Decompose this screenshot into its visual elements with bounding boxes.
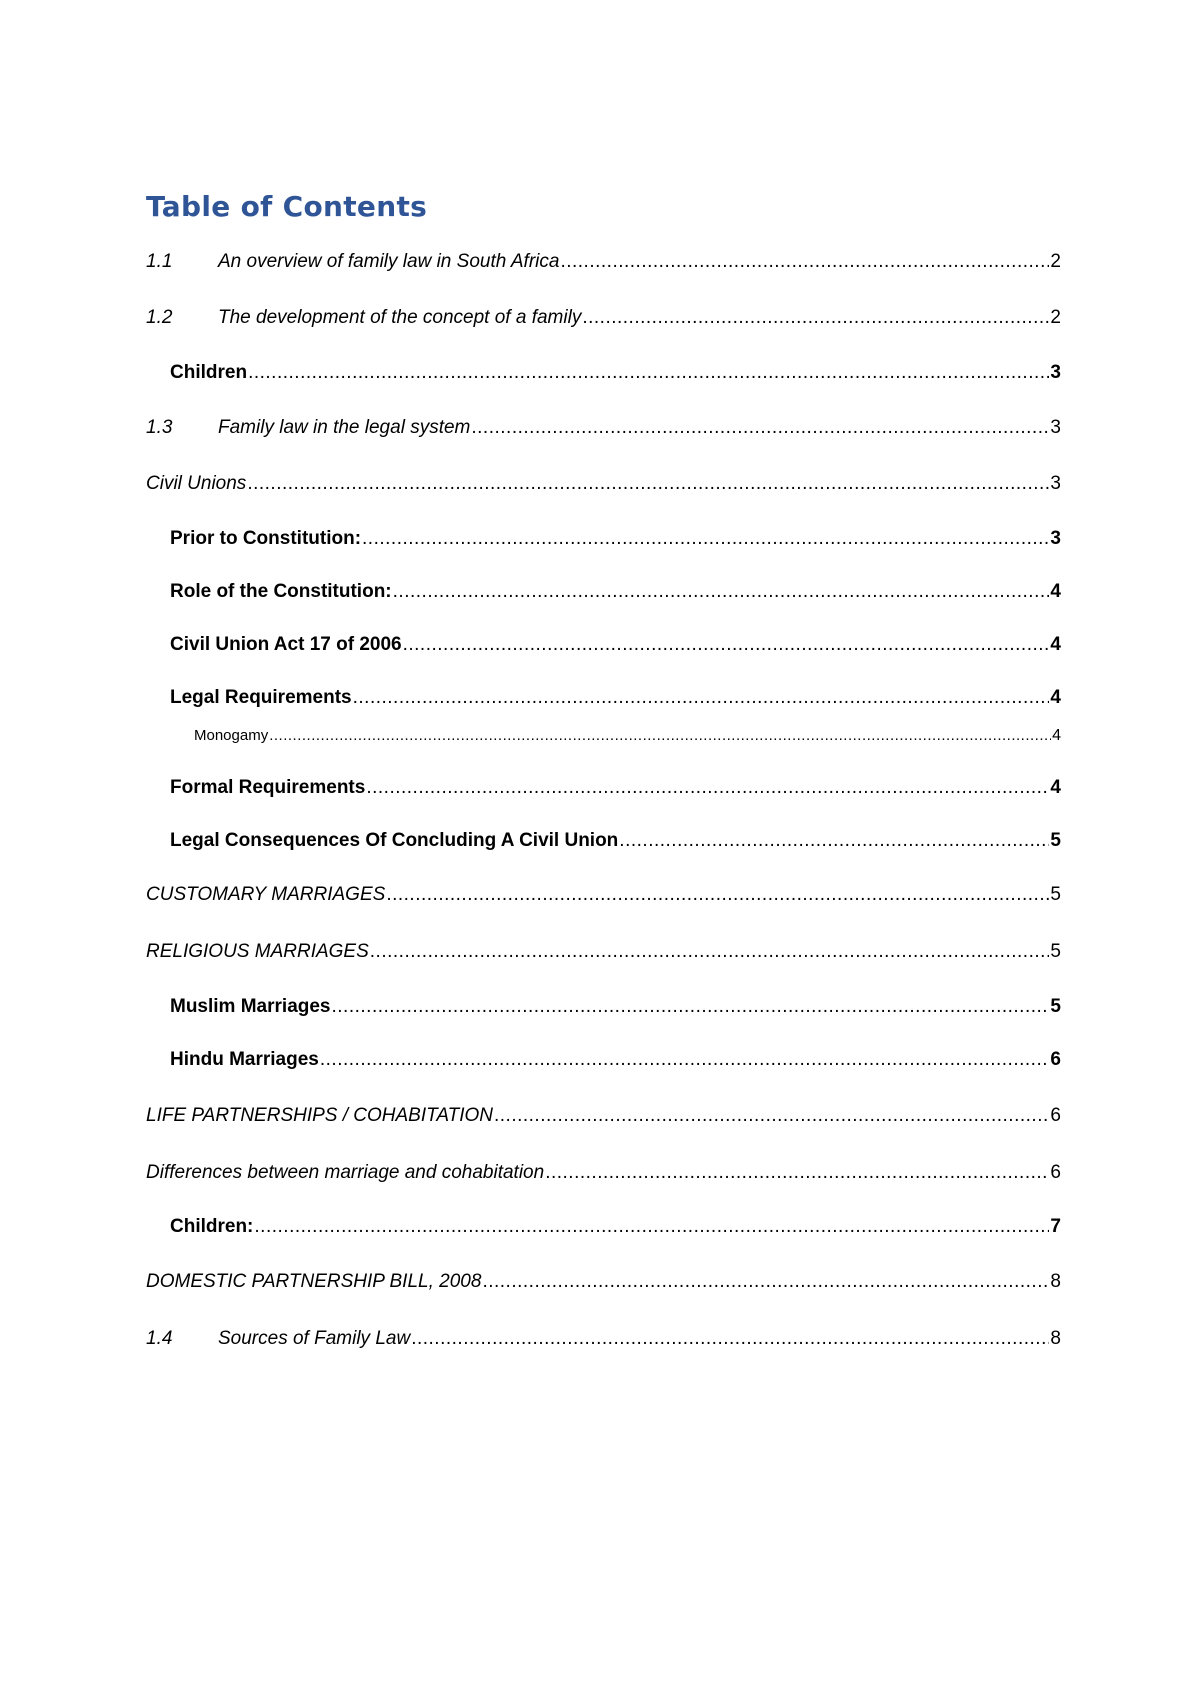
toc-page-number: 4 xyxy=(1050,777,1061,798)
toc-entry-legal-consequences[interactable] xyxy=(170,828,1061,854)
toc-dot-leader xyxy=(269,726,1051,746)
toc-entry-text: Children xyxy=(170,362,248,383)
toc-page-number: 4 xyxy=(1050,687,1061,708)
toc-entry-civil-unions[interactable] xyxy=(146,471,1061,497)
toc-entry-civil-union-act[interactable] xyxy=(170,632,1061,658)
toc-entry-1-3[interactable] xyxy=(146,415,1061,441)
toc-page-number: 4 xyxy=(1050,634,1061,655)
toc-entry-text: Children: xyxy=(170,1216,254,1237)
toc-dot-leader xyxy=(362,526,1049,552)
toc-dot-leader xyxy=(482,1269,1049,1295)
toc-entry-formal-requirements[interactable] xyxy=(170,775,1061,801)
toc-dot-leader xyxy=(386,882,1049,908)
toc-entry-text: Role of the Constitution: xyxy=(170,581,392,602)
toc-entry-text: Differences between marriage and cohabitation xyxy=(146,1162,545,1183)
toc-entry-religious-marriages[interactable] xyxy=(146,939,1061,965)
toc-entry-text: Sources of Family Law xyxy=(218,1328,411,1349)
toc-entry-text: RELIGIOUS MARRIAGES xyxy=(146,941,369,962)
toc-page-number: 5 xyxy=(1050,830,1061,851)
toc-page-number: 3 xyxy=(1050,362,1061,383)
toc-entry-muslim-marriages[interactable] xyxy=(170,994,1061,1020)
toc-page-number: 6 xyxy=(1050,1049,1061,1070)
toc-page-number: 3 xyxy=(1050,417,1061,438)
toc-entry-text: Prior to Constitution: xyxy=(170,528,362,549)
toc-entry-text: Hindu Marriages xyxy=(170,1049,319,1070)
toc-entry-number: 1.3 xyxy=(146,417,173,438)
toc-entry-text: Formal Requirements xyxy=(170,777,366,798)
toc-page-number: 4 xyxy=(1052,727,1061,744)
toc-title: Table of Contents xyxy=(146,190,428,223)
toc-entry-text: The development of the concept of a family xyxy=(218,307,582,328)
toc-entry-text: Civil Union Act 17 of 2006 xyxy=(170,634,402,655)
toc-dot-leader xyxy=(494,1103,1049,1129)
toc-entry-text: CUSTOMARY MARRIAGES xyxy=(146,884,386,905)
toc-entry-differences[interactable] xyxy=(146,1160,1061,1186)
toc-page-number: 7 xyxy=(1050,1216,1061,1237)
toc-entry-1-2[interactable] xyxy=(146,305,1061,331)
toc-entry-1-4[interactable] xyxy=(146,1326,1061,1352)
toc-entry-text: Monogamy xyxy=(194,727,269,744)
toc-dot-leader xyxy=(619,828,1049,854)
toc-dot-leader xyxy=(582,305,1049,331)
toc-entry-text: Legal Requirements xyxy=(170,687,352,708)
toc-entry-prior-to-constitution[interactable] xyxy=(170,526,1061,552)
toc-page-number: 2 xyxy=(1050,307,1061,328)
toc-entry-text: Family law in the legal system xyxy=(218,417,471,438)
toc-page-number: 3 xyxy=(1050,528,1061,549)
toc-page-number: 3 xyxy=(1050,473,1061,494)
toc-entry-text: Muslim Marriages xyxy=(170,996,331,1017)
toc-dot-leader xyxy=(393,579,1050,605)
toc-entry-number: 1.1 xyxy=(146,251,173,272)
toc-dot-leader xyxy=(366,775,1049,801)
toc-page-number: 5 xyxy=(1050,884,1061,905)
toc-entry-legal-requirements[interactable] xyxy=(170,685,1061,711)
toc-entry-children-2[interactable] xyxy=(170,1214,1061,1240)
toc-dot-leader xyxy=(254,1214,1049,1240)
toc-page-number: 5 xyxy=(1050,996,1061,1017)
toc-dot-leader xyxy=(320,1047,1050,1073)
toc-dot-leader xyxy=(248,360,1049,386)
toc-dot-leader xyxy=(560,249,1049,275)
toc-page-number: 8 xyxy=(1050,1271,1061,1292)
toc-entry-life-partnerships[interactable] xyxy=(146,1103,1061,1129)
toc-dot-leader xyxy=(353,685,1050,711)
toc-dot-leader xyxy=(247,471,1049,497)
toc-entry-text: LIFE PARTNERSHIPS / COHABITATION xyxy=(146,1105,493,1126)
toc-entry-number: 1.2 xyxy=(146,307,173,328)
toc-entry-children[interactable] xyxy=(170,360,1061,386)
toc-entry-monogamy[interactable] xyxy=(194,726,1061,746)
toc-page-number: 6 xyxy=(1050,1162,1061,1183)
toc-entry-text: Civil Unions xyxy=(146,473,247,494)
toc-entry-text: Legal Consequences Of Concluding A Civil Union xyxy=(170,830,619,851)
toc-page-number: 4 xyxy=(1050,581,1061,602)
toc-entry-domestic-partnership-bill[interactable] xyxy=(146,1269,1061,1295)
toc-page-number: 5 xyxy=(1050,941,1061,962)
toc-entry-customary-marriages[interactable] xyxy=(146,882,1061,908)
toc-entry-number: 1.4 xyxy=(146,1328,173,1349)
toc-dot-leader xyxy=(411,1326,1049,1352)
toc-dot-leader xyxy=(370,939,1050,965)
toc-page-number: 8 xyxy=(1050,1328,1061,1349)
toc-entry-text: An overview of family law in South Africa xyxy=(218,251,560,272)
toc-page-number: 6 xyxy=(1050,1105,1061,1126)
toc-entry-1-1[interactable] xyxy=(146,249,1061,275)
toc-dot-leader xyxy=(471,415,1049,441)
toc-entry-hindu-marriages[interactable] xyxy=(170,1047,1061,1073)
toc-dot-leader xyxy=(403,632,1050,658)
toc-page-number: 2 xyxy=(1050,251,1061,272)
toc-dot-leader xyxy=(332,994,1050,1020)
toc-dot-leader xyxy=(545,1160,1049,1186)
toc-entry-role-of-constitution[interactable] xyxy=(170,579,1061,605)
toc-entry-text: DOMESTIC PARTNERSHIP BILL, 2008 xyxy=(146,1271,482,1292)
